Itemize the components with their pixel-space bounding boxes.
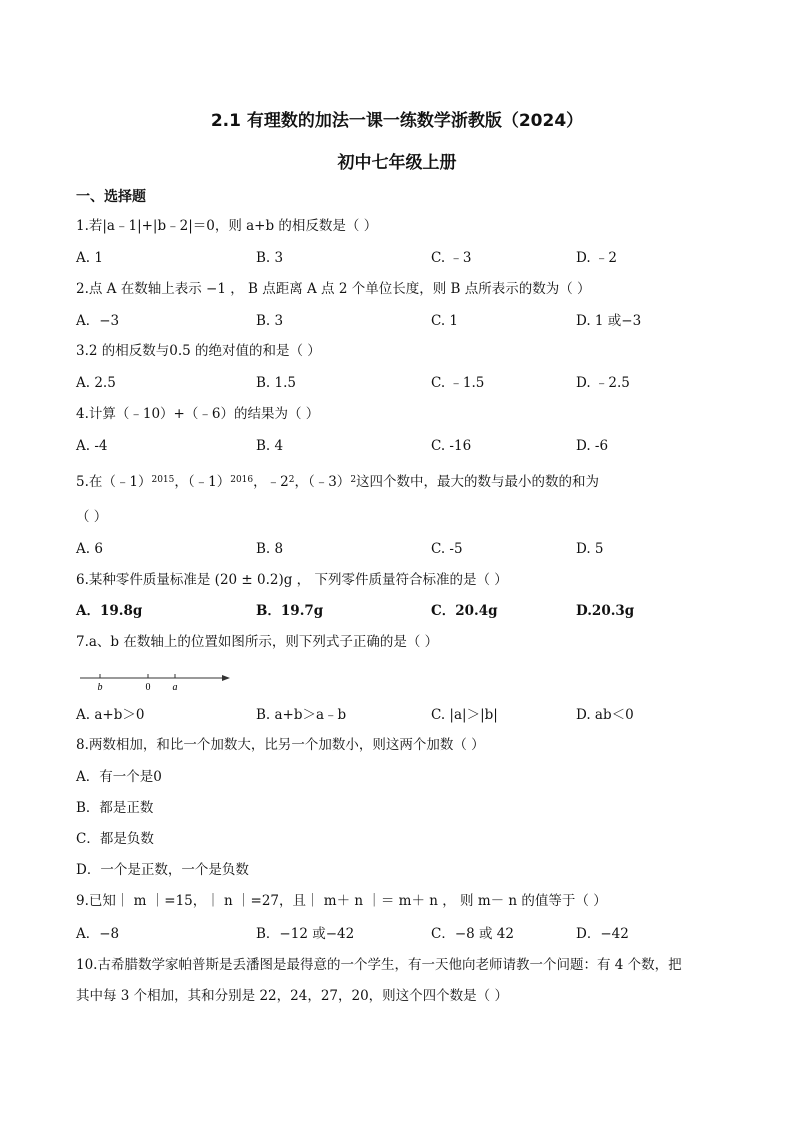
question-4-stem: 4.计算（﹣10）+（﹣6）的结果为（ ）: [76, 406, 320, 422]
label-zero: 0: [145, 682, 151, 693]
question-8-option-c: C．都是负数: [76, 831, 154, 847]
question-6-option-a: A．19.8g: [76, 603, 143, 619]
question-3-stem: 3.2 的相反数与0.5 的绝对值的和是（ ）: [76, 343, 321, 359]
q5-exp-4: 2: [350, 475, 357, 485]
question-2-option-d: D. 1 或−3: [576, 313, 642, 329]
question-2-option-c: C. 1: [431, 313, 459, 329]
question-7-stem: 7.a、b 在数轴上的位置如图所示，则下列式子正确的是（ ）: [76, 634, 439, 650]
section-heading: 一、选择题: [76, 189, 146, 205]
question-8-option-b: B．都是正数: [76, 800, 154, 816]
question-6-option-d: D.20.3g: [576, 603, 635, 619]
question-9-option-b: B．−12 或−42: [256, 926, 355, 942]
question-9-stem: 9.已知｜ m ｜=15，｜ n ｜=27，且｜ m＋ n ｜＝ m＋ n ， 则 m－ n 的值等于（ ）: [76, 893, 607, 909]
question-6-option-b: B．19.7g: [256, 603, 324, 619]
question-3-option-a: A. 2.5: [76, 375, 116, 391]
question-1-option-a: A. 1: [76, 250, 103, 266]
question-2-option-b: B. 3: [256, 313, 284, 329]
question-5-option-b: B. 8: [256, 541, 284, 557]
question-8-option-a: A．有一个是0: [76, 769, 162, 785]
question-3-option-b: B. 1.5: [256, 375, 296, 391]
question-7-option-d: D. ab＜0: [576, 707, 634, 723]
question-5-stem: [76, 474, 736, 492]
question-4-option-c: C. -16: [431, 438, 472, 454]
document-subtitle: 初中七年级上册: [337, 153, 457, 173]
question-6-stem: 6.某种零件质量标准是 (20 ± 0.2)g ， 下列零件质量符合标准的是（ ）: [76, 572, 508, 588]
q5-exp-1: 2015: [151, 475, 175, 485]
question-3-option-c: C. ﹣1.5: [431, 375, 485, 391]
question-4-option-d: D. -6: [576, 438, 609, 454]
question-4-option-a: A. -4: [76, 438, 108, 454]
q5-part-3: ，﹣2: [253, 474, 289, 490]
question-1-option-b: B. 3: [256, 250, 284, 266]
number-line-arrow-icon: [222, 675, 230, 681]
question-7-option-b: B. a+b＞a﹣b: [256, 707, 347, 723]
label-b: b: [97, 682, 103, 693]
question-2-option-a: A．−3: [76, 313, 120, 329]
question-5-option-d: D. 5: [576, 541, 604, 557]
q5-part-1: 5.在（﹣1）: [76, 474, 152, 490]
q5-part-2: ，（﹣1）: [174, 474, 231, 490]
q5-part-5: 这四个数中，最大的数与最小的数的和为: [356, 474, 600, 490]
document-title: 2.1 有理数的加法一课一练数学浙教版（2024）: [210, 111, 584, 131]
question-6-option-c: C．20.4g: [431, 603, 498, 619]
question-8-option-d: D．一个是正数，一个是负数: [76, 862, 249, 878]
number-line-figure: [78, 668, 238, 694]
question-4-option-b: B. 4: [256, 438, 284, 454]
question-3-option-d: D. ﹣2.5: [576, 375, 630, 391]
question-5-option-a: A. 6: [76, 541, 103, 557]
label-a: a: [172, 682, 178, 693]
question-10-stem: 10.古希腊数学家帕普斯是丢潘图是最得意的一个学生，有一天他向老师请教一个问题：有 4 个数，把: [76, 957, 682, 973]
question-5-stem-line-2: （ ）: [76, 509, 108, 525]
question-8-stem: 8.两数相加，和比一个加数大，比另一个加数小，则这两个加数（ ）: [76, 737, 485, 753]
q5-part-4: ，（﹣3）: [294, 474, 351, 490]
question-10-stem-line-2: 其中每 3 个相加，其和分别是 22，24，27，20，则这个四个数是（ ）: [76, 988, 508, 1004]
question-1-option-d: D. ﹣2: [576, 250, 618, 266]
question-7-option-a: A. a+b＞0: [76, 707, 145, 723]
question-1-stem: 1.若|a﹣1|+|b﹣2|＝0，则 a+b 的相反数是（ ）: [76, 218, 378, 234]
question-1-option-c: C. ﹣3: [431, 250, 472, 266]
question-9-option-d: D．−42: [576, 926, 629, 942]
question-2-stem: 2.点 A 在数轴上表示 −1 ， B 点距离 A 点 2 个单位长度，则 B 点所表示的数为（ ）: [76, 281, 591, 297]
question-5-option-c: C. -5: [431, 541, 463, 557]
q5-exp-3: 2: [288, 475, 295, 485]
question-9-option-a: A．−8: [76, 926, 120, 942]
q5-exp-2: 2016: [230, 475, 254, 485]
question-7-option-c: C. |a|＞|b|: [431, 707, 498, 723]
question-9-option-c: C．−8 或 42: [431, 926, 514, 942]
